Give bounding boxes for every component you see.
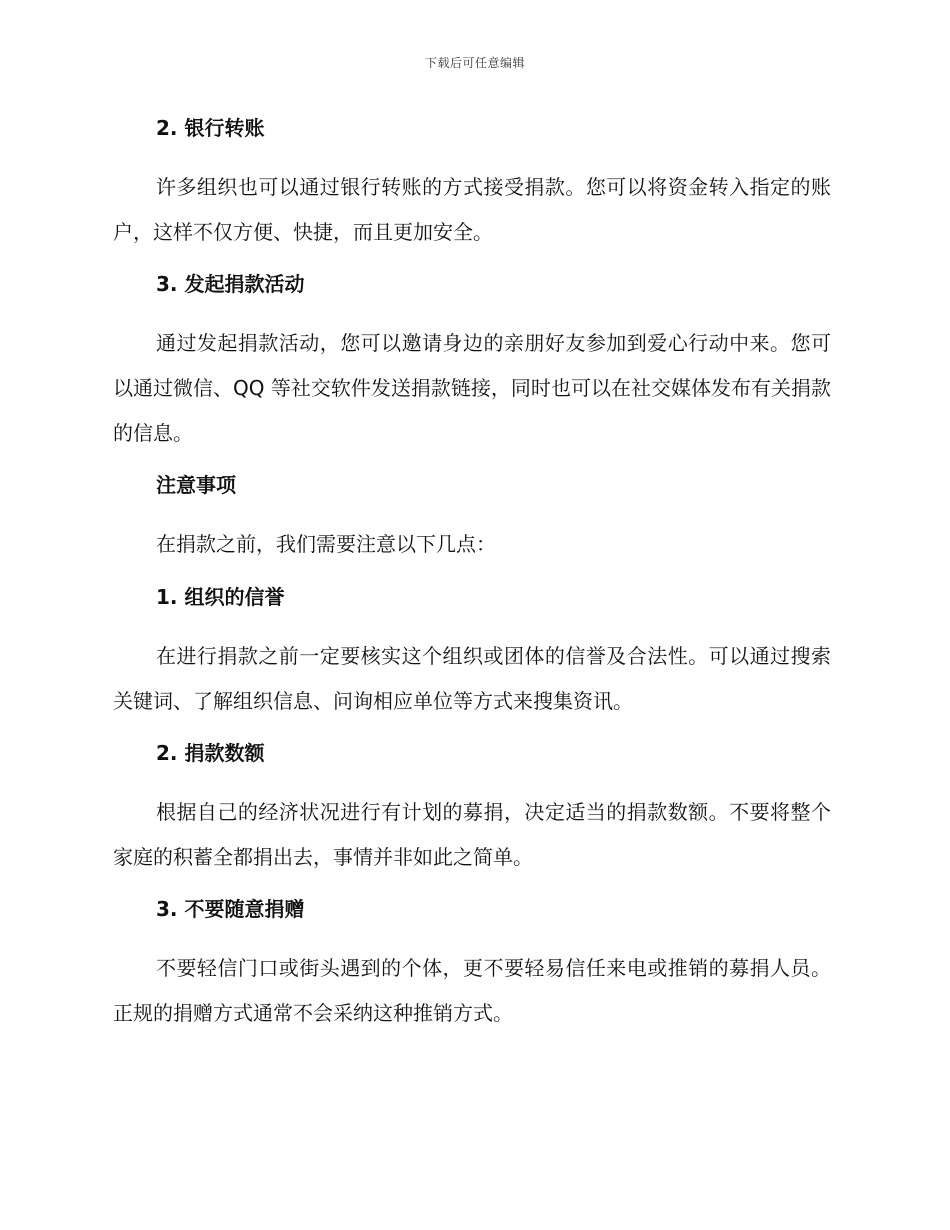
paragraph-notes-intro: 在捐款之前，我们需要注意以下几点： bbox=[156, 532, 496, 556]
section-heading-bank-transfer: 2. 银行转账 bbox=[156, 116, 265, 140]
paragraph-bank-transfer: 许多组织也可以通过银行转账的方式接受捐款。您可以将资金转入指定的账户，这样不仅方便、快捷，而且更加安全。 bbox=[113, 175, 831, 244]
section-heading-notes: 注意事项 bbox=[156, 473, 236, 497]
paragraph-amount: 根据自己的经济状况进行有计划的募捐，决定适当的捐款数额。不要将整个家庭的积蓄全都捐出去，事情并非如此之简单。 bbox=[113, 800, 831, 869]
section-heading-reputation: 1. 组织的信誉 bbox=[156, 585, 285, 609]
section-heading-amount: 2. 捐款数额 bbox=[156, 741, 265, 765]
paragraph-reputation: 在进行捐款之前一定要核实这个组织或团体的信誉及合法性。可以通过搜索关键词、了解组织信息、问询相应单位等方式来搜集资讯。 bbox=[113, 644, 831, 713]
paragraph-donation-campaign: 通过发起捐款活动，您可以邀请身边的亲朋好友参加到爱心行动中来。您可以通过微信、QQ 等社交软件发送捐款链接，同时也可以在社交媒体发布有关捐款的信息。 bbox=[113, 331, 831, 445]
document-body bbox=[113, 112, 831, 1049]
section-heading-donation-campaign: 3. 发起捐款活动 bbox=[156, 272, 305, 296]
section-heading-no-casual-donation: 3. 不要随意捐赠 bbox=[156, 897, 305, 921]
paragraph-no-casual-donation: 不要轻信门口或街头遇到的个体，更不要轻易信任来电或推销的募捐人员。正规的捐赠方式通常不会采纳这种推销方式。 bbox=[113, 956, 831, 1025]
page-header: 下载后可任意编辑 bbox=[424, 56, 525, 70]
